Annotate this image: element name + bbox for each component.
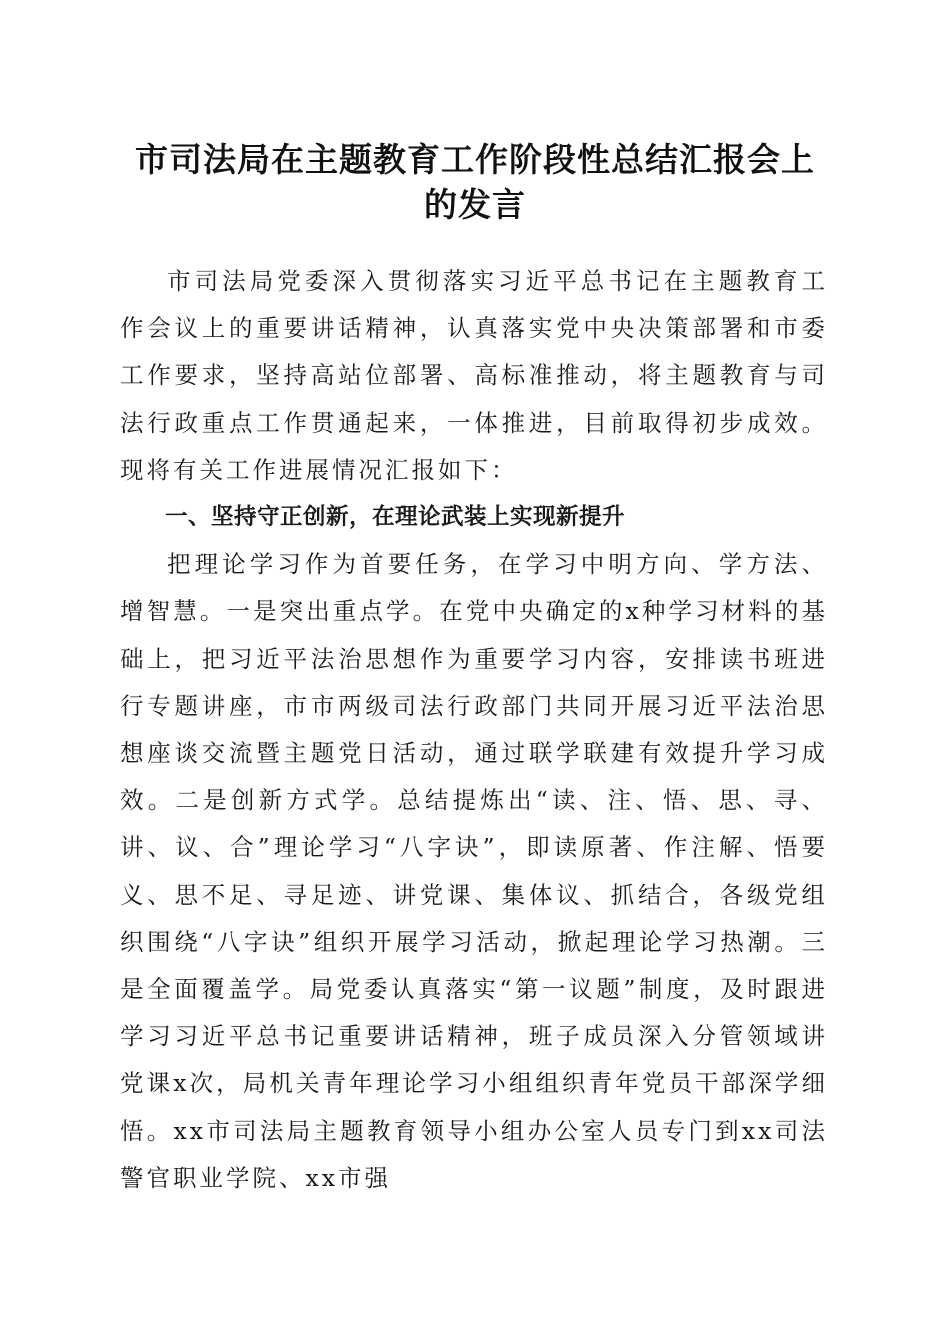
title-line-2: 的发言 <box>424 185 526 224</box>
document-body <box>120 258 828 1202</box>
section-1-paragraph: 把理论学习作为首要任务，在学习中明方向、学方法、增智慧。一是突出重点学。在党中央确定的x种学习材料的基础上，把习近平法治思想作为重要学习内容，安排读书班进行专题讲座，市市两级司法行政部门共同开展习近平法治思想座谈交流暨主题党日活动，通过联学联建有效提升学习成效。二是创新方式学。总结提炼出“读、注、悟、思、寻、讲、议、合”理论学习“八字诀”，即读原著、作注解、悟要义、思不足、寻足迹、讲党课、集体议、抓结合，各级党组织围绕“八字诀”组织开展学习活动，掀起理论学习热潮。三是全面覆盖学。局党委认真落实“第一议题”制度，及时跟进学习习近平总书记重要讲话精神，班子成员深入分管领域讲党课x次，局机关青年理论学习小组组织青年党员干部深学细悟。xx市司法局主题教育领导小组办公室人员专门到xx司法警官职业学院、xx市强 <box>120 550 828 1192</box>
section-1-heading: 一、坚持守正创新，在理论武装上实现新提升 <box>165 504 626 531</box>
document-title <box>100 137 850 227</box>
intro-paragraph: 市司法局党委深入贯彻落实习近平总书记在主题教育工作会议上的重要讲话精神，认真落实党中央决策部署和市委工作要求，坚持高站位部署、高标准推动，将主题教育与司法行政重点工作贯通起来，一体推进，目前取得初步成效。现将有关工作进展情况汇报如下： <box>120 267 828 484</box>
title-line-1: 市司法局在主题教育工作阶段性总结汇报会上 <box>135 140 815 179</box>
